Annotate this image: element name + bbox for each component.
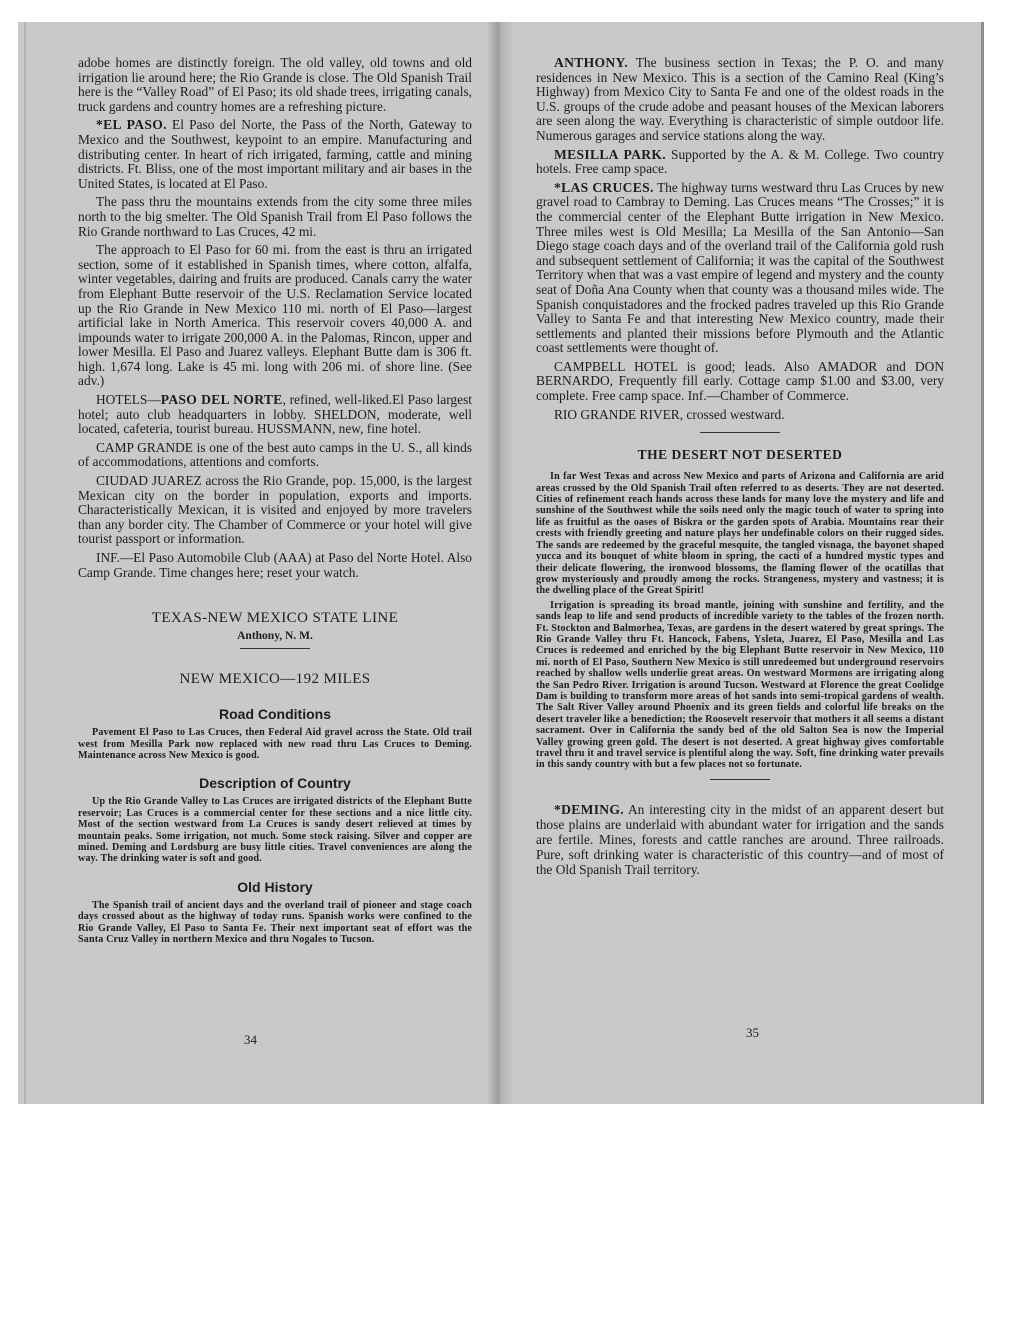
paragraph-rio-grande — [536, 408, 944, 423]
road-conditions-heading: Road Conditions — [219, 706, 331, 723]
paragraph-text: RIO GRANDE RIVER, crossed westward. — [554, 406, 785, 422]
description-heading: Description of Country — [199, 775, 351, 792]
paragraph-text: CAMP GRANDE is one of the best auto camps in the U. S., all kinds of accommodations, attentions and comforts. — [78, 439, 472, 470]
run-in-heading: ANTHONY. — [554, 55, 629, 70]
paragraph-text: , refined, well-liked.El Paso largest hotel; auto club headquarters in lobby. SHELDON, moderate, well located, cafeteria, tourist bureau. HUSSMANN, new, fine hotel. — [78, 392, 472, 437]
paragraph-text: CIUDAD JUAREZ across the Rio Grande, pop. 15,000, is the largest Mexican city on the border in population, exports and imports. Characteristically Mexican, it is visited and enjoyed by more travelers than any border city. The Chamber of Commerce or your hotel will give tourist passport or information. — [78, 473, 472, 547]
divider-rule — [700, 432, 780, 433]
paragraph-las-cruces — [536, 181, 944, 356]
divider-rule — [240, 648, 310, 649]
state-line-subheading: Anthony, N. M. — [237, 630, 313, 643]
paragraph-text: adobe homes are distinctly foreign. The old valley, old towns and old irrigation lie around here; the Rio Grande is close. The Old Spanish Trail here is the “Valley Road” of El Paso; its old shade trees, irrigating canals, truck gardens and country homes are a refreshing picture. — [78, 55, 472, 114]
hotels-prefix: HOTELS— — [96, 392, 161, 408]
page-edge-shadow — [24, 22, 26, 1104]
paragraph-text: El Paso del Norte, the Pass of the North, Gateway to Mexico and the Southwest, keypoint to an empire. Manufacturing and distributing center. In heart of rich irrigated, farming, cattle and mining districts. Ft. Bliss, one of the most important military and air bases in the United States, is located at El Paso. — [78, 117, 472, 191]
old-history-heading: Old History — [237, 878, 313, 895]
paragraph-hotels — [78, 393, 472, 437]
paragraph-el-paso — [78, 118, 472, 191]
paragraph-ciudad-juarez — [78, 474, 472, 547]
paragraph-camp-grande — [78, 441, 472, 470]
left-page — [78, 56, 472, 945]
page-number-left: 34 — [244, 1032, 257, 1047]
old-history-text: The Spanish trail of ancient days and the overland trail of pioneer and stage coach days crossed about as the highway of today runs. Spanish works were confined to the Rio Grande Valley, El Paso to Santa Fe. Their next important seat of effort was the Santa Cruz Valley in northern Mexico and thru Nogales to Tucson. — [78, 899, 472, 946]
paragraph-text: Supported by the A. & M. College. Two country hotels. Free camp space. — [536, 146, 944, 177]
run-in-heading: MESILLA PARK. — [554, 146, 666, 162]
right-page — [536, 56, 944, 877]
hotel-name-bold: PASO DEL NORTE — [160, 392, 283, 408]
divider-rule — [710, 779, 770, 780]
book-gutter — [488, 22, 512, 1104]
paragraph-deming — [536, 802, 944, 877]
paragraph-text: The pass thru the mountains extends from the city some three miles north to the big smelter. The Old Spanish Trail from El Paso follows the Rio Grande northward to Las Cruces, 42 mi. — [78, 194, 472, 239]
paragraph-mesilla-park — [536, 148, 944, 177]
paragraph-text: INF.—El Paso Automobile Club (AAA) at Paso del Norte Hotel. Also Camp Grande. Time changes here; reset your watch. — [78, 550, 472, 580]
state-line-heading: TEXAS-NEW MEXICO STATE LINE — [151, 610, 399, 627]
paragraph-text: The business section in Texas; the P. O. and many residences in New Mexico. This is a section of the Camino Real (King’s Highway) from Mexico City to Santa Fe and one of the oldest roads in the U.S. groups of the crude adobe and peasant houses of the Mexican laborers are seen along the way. Everything is characteristic of simple outdoor life. Numerous garages and service stations along the way. — [536, 55, 944, 143]
paragraph-anthony — [536, 56, 944, 144]
desert-heading: THE DESERT NOT DESERTED — [637, 447, 843, 463]
paragraph-text: An interesting city in the midst of an apparent desert but those plains are underlaid with abundant water for irrigation and the sands are fertile. Mines, forests and cattle ranches are around. Three railroads. Pure, soft drinking water is characteristic of this country—and of most of the Old Spanish Trail territory. — [536, 801, 944, 877]
paragraph-text: The approach to El Paso for 60 mi. from the east is thru an irrigated section, some of it established in Spanish times, where cotton, alfalfa, winter vegetables, dairing and fruits are produced. Canals carry the water from Elephant Butte reservoir of the U.S. Reclamation Service located up the Rio Grande in New Mexico 110 mi. north of El Paso—largest artificial lake in North America. This reservoir covers 40,000 A. and impounds water to irrigate 200,000 A. in the Palomas, Rincon, upper and lower Mesilla. El Paso and Juarez valleys. Elephant Butte dam is 306 ft. high. 1,674 long. Lake is 45 mi. long with 206 mi. of shore line. (See adv.) — [78, 242, 472, 389]
paragraph-approach — [78, 243, 472, 389]
paragraph-campbell-hotel — [536, 360, 944, 404]
paragraph-text: CAMPBELL HOTEL is good; leads. Also AMADOR and DON BERNARDO, Frequently fill early. Cottage camp $1.00 and $3.00, very complete. Free camp space. Inf.—Chamber of Commerce. — [536, 358, 944, 404]
run-in-heading: *EL PASO. — [96, 117, 167, 133]
paragraph-text: The highway turns westward thru Las Cruces by new gravel road to Cambray to Deming. Las Cruces means “The Crosses;” it is the commercial center of the Elephant Butte irrigation in New Mexico. Three miles west is Old Mesilla; La Mesilla of the San Antonio—San Diego stage coach days and of the overland trail of the California gold rush and subsequent settlement of California; it was the capital of the Southwest Territory when that was a vast empire of legend and mystery and the county seat of Doña Ana County when that county was a thousand miles wide. The Spanish conquistadores and the frocked padres traveled up this Rio Grande Valley to Santa Fe and that interesting New Mexico country, made their settlements and planted their missions before Plymouth and the Atlantic coast settlements were thought of. — [536, 179, 944, 356]
paragraph-pass — [78, 195, 472, 239]
run-in-heading: *DEMING. — [554, 801, 624, 817]
description-text: Up the Rio Grande Valley to Las Cruces are irrigated districts of the Elephant Butte reservoir; Las Cruces is a commercial center for these sections and a nice little city. Most of the section westward from La Cruces is sandy desert relieved at times by mountain peaks. Some irrigation, not much. Some stock raising. Silver and copper are mined. Deming and Lordsburg are busy little cities. Travel conveniences are along the way. The drinking water is soft and good. — [78, 796, 472, 865]
road-conditions-text: Pavement El Paso to Las Cruces, then Federal Aid gravel across the State. Old trail west from Mesilla Park now replaced with new road thru Las Cruces to Deming. Maintenance across New Mexico is good. — [78, 727, 472, 761]
new-mexico-heading: NEW MEXICO—192 MILES — [179, 671, 371, 688]
run-in-heading: *LAS CRUCES. — [554, 179, 654, 195]
page-number-right: 35 — [746, 1025, 759, 1040]
desert-paragraph-1: In far West Texas and across New Mexico and parts of Arizona and California are arid areas crossed by the Old Spanish Trail often referred to as deserts. They are not deserted. Cities of refinement reach hands across these lands for many love the mystery and life and sunshine of the Southwest while the soils need only the magic touch of water to spring into life as fruitful as the oases of Biskra or the garden spots of Arabia. Mountains rear their crests with friendly greeting and nature plays her undefinable colors on their rugged sides. The sands are redeemed by the graceful mesquite, the tangled visnaga, the bayonet shaped yucca and its bouquet of white bloom in spring, the cacti of a hundred mystic types and their delicate flowering, the ironwood blossoms, the flaming flower of the ocatillas that grow mysteriously and proudly among the rocks. Strangeness, mystery and vastness; it is the dwelling place of the Great Spirit! — [536, 471, 944, 597]
desert-paragraph-2: Irrigation is spreading its broad mantle, joining with sunshine and fertility, and the sands leap to life and send products of incredible variety to the tables of the frozen north. Ft. Stockton and Balmorhea, Texas, are gardens in the desert watered by great springs. The Rio Grande Valley thru Ft. Hancock, Fabens, Ysleta, Juarez, El Paso, Mesilla and Las Cruces is redeemed and enriched by the big Elephant Butte reservoir in New Mexico, 110 mi. north of El Paso, Southern New Mexico is still unredeemed but underground reservoirs reached by shallow wells underlie great areas. On westward Mormons are irrigating along the San Pedro River. Irrigation is around Tucson. Westward at Florence the great Coolidge Dam is building to transform more areas of hot sands into semi-tropical gardens of wealth. The Salt River Valley around Phoenix and its green fields and colorful life breaks on the desert traveler like a benediction; the Roosevelt reservoir that mothers it all seems a distant sacrament. Over in California the sandy bed of the old Salton Sea is now the Imperial Valley growing green gold. The desert is not deserted. A great highway gives comfortable travel thru it and travel service is plentiful along the way. Soft, fine drinking water prevails in this sandy country with but a few places not so fortunate. — [536, 599, 944, 771]
paragraph-info — [78, 551, 472, 580]
paragraph-el-paso-valley — [78, 56, 472, 114]
